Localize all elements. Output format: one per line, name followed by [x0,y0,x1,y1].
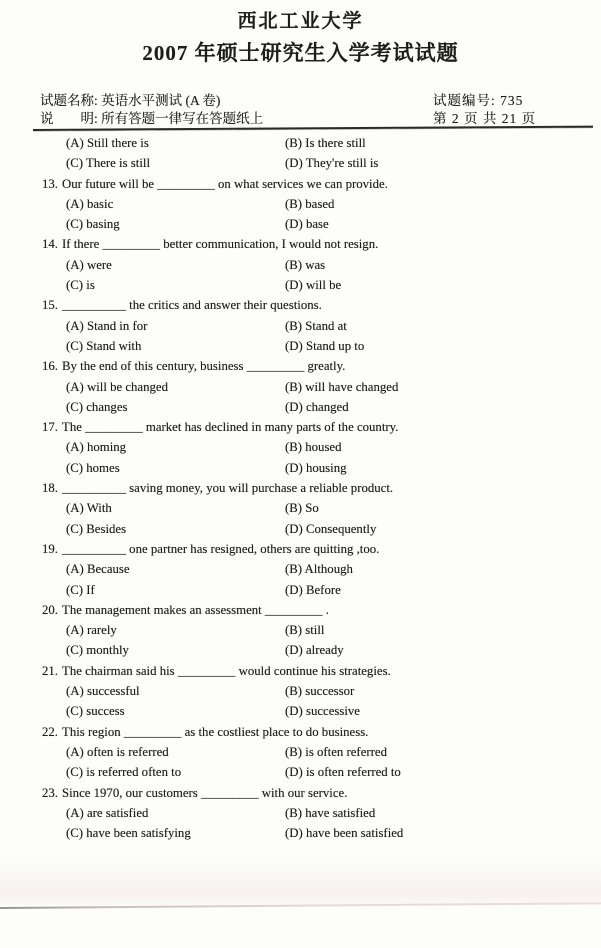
scan-smudge-artifact [0,855,601,905]
option-item: (A) will be changed [66,379,168,394]
question-text: __________ saving money, you will purchase a reliable product. [62,481,394,496]
option-item: (C) Stand with [66,338,142,353]
option-item: (D) Stand up to [285,338,365,353]
question-options [42,742,591,783]
question-text: If there _________ better communication, I would not resign. [62,237,379,252]
exam-name-row [40,92,440,110]
question-stem [42,234,591,254]
option-item: (C) basing [66,217,120,232]
exam-number-label: 试题编号: [433,93,496,108]
note-value: 所有答题一律写在答题纸上 [101,111,264,126]
option-item: (A) were [66,257,112,272]
option-item: (D) Consequently [285,521,377,536]
option-item: (D) have been satisfied [285,826,404,841]
question-stem [42,539,591,559]
question-22 [42,722,591,783]
question-options [42,255,591,296]
question-number: 22. [42,724,58,739]
question-14 [42,234,591,295]
document-header [0,10,601,66]
option-item: (C) There is still [66,156,150,171]
option-item: (A) Still there is [66,136,149,150]
option-item: (B) Although [285,562,353,577]
option-item: (C) homes [66,460,120,475]
question-23 [42,783,591,844]
question-options [42,437,591,478]
option-item: (C) Besides [66,521,127,536]
question-number: 16. [42,359,58,374]
option-item: (A) are satisfied [66,805,149,820]
option-item: (A) basic [66,196,114,211]
option-item: (A) successful [66,684,140,699]
question-stem [42,356,591,376]
question-number: 13. [42,176,58,191]
question-text: The _________ market has declined in many parts of the country. [62,420,399,435]
question-options [42,803,591,844]
question-text: __________ the critics and answer their questions. [62,298,322,313]
university-title: 西北工业大学 [237,11,364,32]
question-number: 15. [42,298,58,313]
question-text: Our future will be _________ on what services we can provide. [62,176,388,191]
option-item: (A) With [66,501,112,516]
question-options [42,377,591,418]
option-item: (D) will be [285,278,342,293]
option-item: (D) base [285,217,329,232]
option-item: (C) have been satisfying [66,826,191,841]
note-row [40,110,440,128]
option-item: (D) successive [285,704,360,719]
page-indicator: 第 2 页 共 21 页 [433,111,537,126]
option-item: (B) based [285,196,335,211]
exam-meta-left [40,92,440,128]
question-options [42,559,591,600]
option-item: (B) still [285,623,325,638]
question-stem [42,783,591,803]
option-item: (D) They're still is [285,156,379,171]
question-text: By the end of this century, business _________ greatly. [62,359,346,374]
question-number: 20. [42,602,58,617]
option-item: (C) If [66,582,95,597]
scan-line-artifact [0,902,601,908]
option-item: (A) rarely [66,623,117,638]
question-stem [42,661,591,681]
question-options [42,620,591,661]
option-item: (B) will have changed [285,379,399,394]
option-item: (A) homing [66,440,127,455]
question-17 [42,417,591,478]
option-item: (A) Because [66,562,130,577]
question-stem [42,295,591,315]
question-options [42,316,591,357]
question-stem [42,417,591,437]
exam-meta-right [433,92,593,128]
question-number: 19. [42,541,58,556]
question-number: 18. [42,481,58,496]
exam-title: 2007 年硕士研究生入学考试试题 [142,41,459,65]
question-16 [42,356,591,417]
question-text: The management makes an assessment _________ . [62,602,329,617]
option-item: (D) Before [285,582,341,597]
question-text: The chairman said his _________ would continue his strategies. [62,663,391,678]
question-options [42,681,591,722]
question-stem [42,722,591,742]
option-item: (B) is often referred [285,744,387,759]
option-item: (C) is referred often to [66,765,182,780]
question-list [42,133,591,843]
exam-number-row [433,92,593,110]
option-item: (B) was [285,257,326,272]
option-item: (C) is [66,278,95,293]
option-item: (D) changed [285,399,349,414]
option-item: (B) housed [285,440,342,455]
question-number: 23. [42,785,58,800]
question-20 [42,600,591,661]
question-21 [42,661,591,722]
question-number: 17. [42,420,58,435]
question-12-options [42,133,591,174]
question-options [42,498,591,539]
option-item: (A) often is referred [66,744,169,759]
option-item: (C) monthly [66,643,129,658]
option-item: (D) already [285,643,344,658]
question-text: Since 1970, our customers _________ with our service. [62,785,348,800]
option-item: (B) So [285,501,319,516]
question-18 [42,478,591,539]
question-stem [42,478,591,498]
option-item: (B) have satisfied [285,805,376,820]
note-label: 说 明: [40,111,98,126]
option-item: (A) Stand in for [66,318,148,333]
exam-name-value: 英语水平测试 (A 卷) [101,93,221,108]
option-item: (C) changes [66,399,128,414]
question-stem [42,600,591,620]
option-item: (B) successor [285,684,355,699]
option-item: (D) housing [285,460,347,475]
exam-number-value: 735 [500,93,524,108]
option-item: (B) Is there still [285,136,366,150]
question-13 [42,174,591,235]
question-text: This region _________ as the costliest place to do business. [62,724,369,739]
option-item: (C) success [66,704,125,719]
question-number: 21. [42,663,58,678]
question-options [42,194,591,235]
question-number: 14. [42,237,58,252]
question-19 [42,539,591,600]
exam-name-label: 试题名称: [40,93,98,108]
option-item: (D) is often referred to [285,765,401,780]
question-15 [42,295,591,356]
option-item: (B) Stand at [285,318,347,333]
question-text: __________ one partner has resigned, others are quitting ,too. [62,541,380,556]
question-stem [42,174,591,194]
